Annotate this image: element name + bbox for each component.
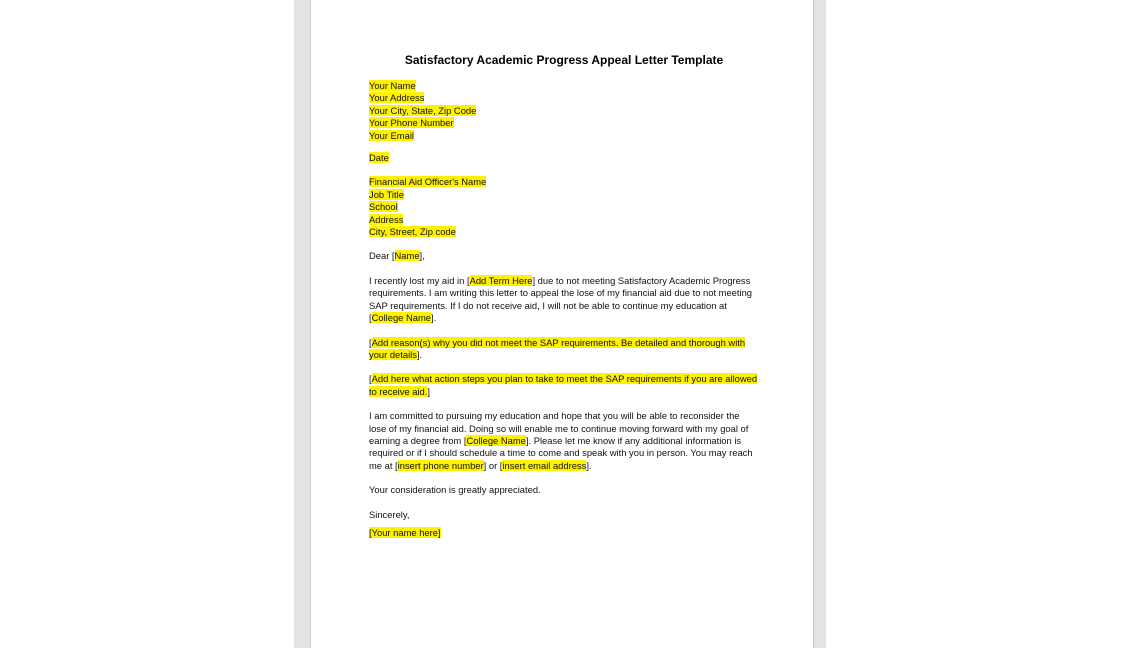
date-block — [369, 152, 759, 164]
recipient-address: Address — [369, 213, 404, 225]
email-placeholder: insert email address — [502, 459, 587, 471]
paragraph-intro: I recently lost my aid in [Add Term Here] due to not meeting Satisfactory Academic Progress requirements. I am writing this letter to appeal the lose of my financial aid due to not meeting SAP requirements. If I do not receive aid, I will not be able to continue my education at [College Name]. — [369, 274, 753, 324]
salutation-placeholder: Name — [394, 250, 420, 262]
sender-address: Your Address — [369, 92, 425, 104]
recipient-school: School — [369, 201, 398, 213]
phone-placeholder: insert phone number — [397, 459, 484, 471]
document-viewer[interactable] — [294, 0, 826, 648]
salutation: Dear [Name], — [369, 250, 425, 262]
sender-name: Your Name — [369, 80, 416, 91]
sender-phone: Your Phone Number — [369, 117, 454, 129]
paragraph-action-steps: [Add here what action steps you plan to take to meet the SAP requirements if you are allowed to receive aid.] — [369, 373, 758, 397]
recipient-block — [369, 176, 759, 238]
closing-line: Your consideration is greatly appreciated. — [369, 484, 541, 496]
signature — [369, 527, 759, 539]
action-steps-placeholder: Add here what action steps you plan to take to meet the SAP requirements if you are allowed to receive aid. — [369, 373, 758, 397]
recipient-name: Financial Aid Officer's Name — [369, 176, 487, 188]
letter-date: Date — [369, 152, 389, 164]
sender-block — [369, 80, 759, 142]
letter-content — [369, 52, 759, 539]
paragraph-reasons: [Add reason(s) why you did not meet the SAP requirements. Be detailed and thorough with your details]. — [369, 336, 746, 360]
term-placeholder: Add Term Here — [469, 274, 533, 286]
college-name-placeholder-2: College Name — [466, 434, 526, 446]
reasons-placeholder: Add reason(s) why you did not meet the SAP requirements. Be detailed and thorough with your details — [369, 336, 746, 360]
signature-placeholder: [Your name here] — [369, 526, 441, 538]
college-name-placeholder: College Name — [371, 312, 432, 324]
document-title: Satisfactory Academic Progress Appeal Letter Template — [404, 53, 724, 67]
recipient-city-street-zip: City, Street, Zip code — [369, 226, 456, 238]
sender-city-state-zip: Your City, State, Zip Code — [369, 104, 477, 116]
signoff: Sincerely, — [369, 508, 410, 520]
paragraph-commitment: I am committed to pursuing my education and hope that you will be able to reconsider the lose of my financial aid. Doing so will enable me to continue moving forward with my goal of earning a degree from [College Name]. Please let me know if any additional information is required or if I should schedule a time to come and speak with you in person. You may reach me at [insert phone number] or [insert email address]. — [369, 410, 753, 471]
sender-email: Your Email — [369, 129, 414, 141]
recipient-job-title: Job Title — [369, 188, 404, 200]
document-page — [310, 0, 814, 648]
